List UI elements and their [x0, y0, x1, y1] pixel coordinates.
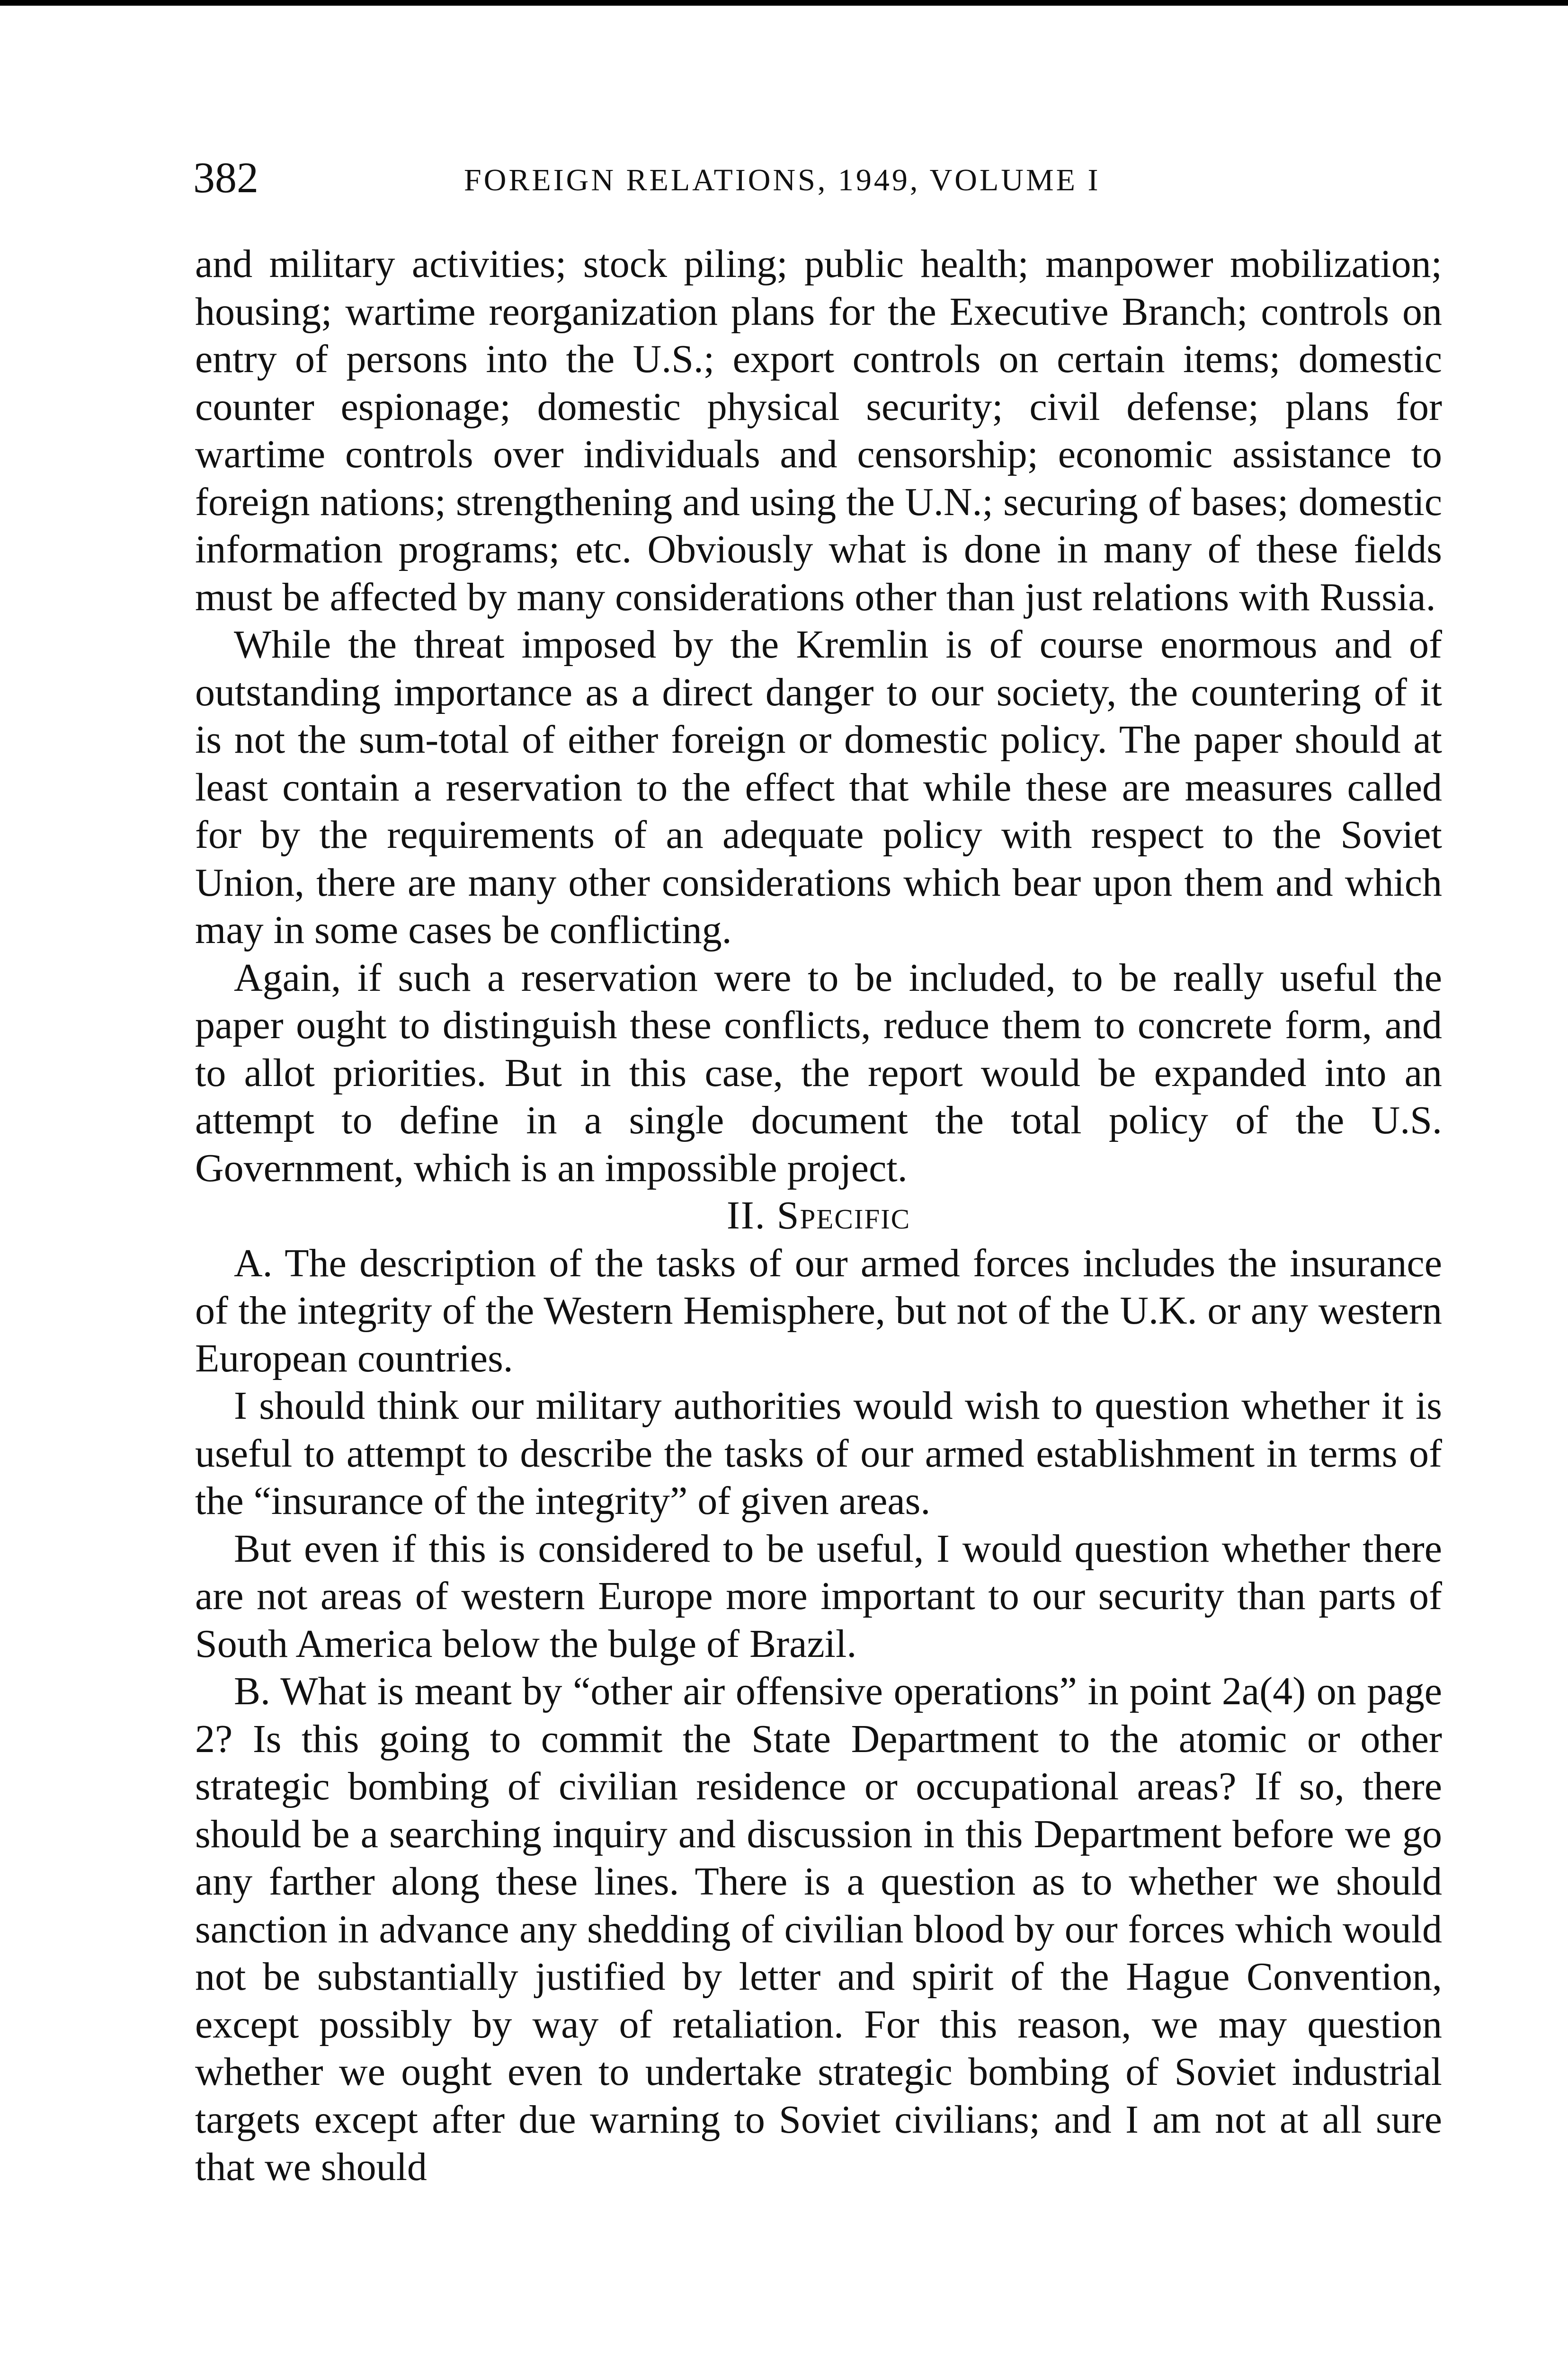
paragraph: and military activities; stock piling; public health; manpower mobilization; housing; wartime reorganization plans for the Executive Branch; controls on entry of persons into the U.S.; export controls on certain items; domestic counter espionage; domestic physical security; civil defense; plans for wartime controls over individuals and censorship; economic assistance to foreign nations; strengthening and using the U.N.; securing of bases; domestic information programs; etc. Obviously what is done in many of these fields must be affected by many considerations other than just relations with Russia. [195, 242, 1442, 619]
running-title: FOREIGN RELATIONS, 1949, VOLUME I [464, 163, 1101, 197]
section-heading: II. Specific [726, 1193, 911, 1237]
top-border-rule [0, 0, 1568, 6]
paragraph: While the threat imposed by the Kremlin is of course enormous and of outstanding importance as a direct danger to our society, the countering of it is not the sum-total of either foreign or domestic policy. The paper should at least contain a reservation to the effect that while these are measures called for by the requirements of an adequate policy with respect to the Soviet Union, there are many other considerations which bear upon them and which may in some cases be conflicting. [195, 623, 1442, 952]
paragraph: A. The description of the tasks of our armed forces includes the insurance of the integrity of the Western Hemisphere, but not of the U.K. or any western European countries. [195, 1241, 1442, 1380]
paragraph: B. What is meant by “other air offensive operations” in point 2a(4) on page 2? Is this going to commit the State Department to the atomic or other strategic bombing of civilian residence or occupational areas? If so, there should be a searching inquiry and discussion in this Department before we go any farther along these lines. There is a question as to whether we should sanction in advance any shedding of civilian blood by our forces which would not be substantially justified by letter and spirit of the Hague Convention, except possibly by way of retaliation. For this reason, we may question whether we ought even to undertake strategic bombing of Soviet industrial targets except after due warning to Soviet civilians; and I am not at all sure that we should [195, 1669, 1442, 2189]
page-number: 382 [193, 153, 258, 202]
paragraph: I should think our military authorities would wish to question whether it is useful to attempt to describe the tasks of our armed establishment in terms of the “insurance of the integrity” of given areas. [195, 1384, 1442, 1523]
running-head [0, 151, 1568, 204]
paragraph: Again, if such a reservation were to be included, to be really useful the paper ought to distinguish these conflicts, reduce them to concrete form, and to allot priorities. But in this case, the report would be expanded into an attempt to define in a single document the total policy of the U.S. Government, which is an impossible project. [195, 955, 1442, 1190]
paragraph: But even if this is considered to be useful, I would question whether there are not areas of western Europe more important to our security than parts of South America below the bulge of Brazil. [195, 1526, 1442, 1666]
body-text [195, 240, 1442, 2191]
